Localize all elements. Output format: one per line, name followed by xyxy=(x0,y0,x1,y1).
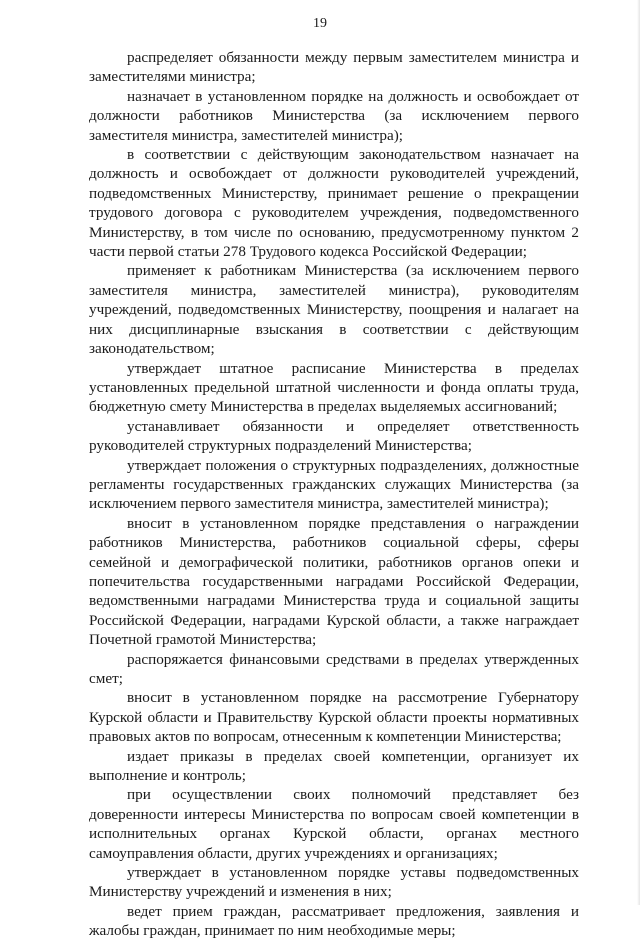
paragraph: утверждает положения о структурных подразделениях, должностные регламенты государственных гражданских служащих Министерства (за исключением первого заместителя министра, заместителей министра); xyxy=(89,456,579,513)
page-number: 19 xyxy=(313,16,327,31)
paragraph: при осуществлении своих полномочий представляет без доверенности интересы Министерства по вопросам своей компетенции в исполнительных органах Курской области, органах местного самоуправления области, других учреждениях и организациях; xyxy=(89,786,579,862)
paragraph: вносит в установленном порядке представления о награждении работников Министерства, работников социальной сферы, сферы семейной и демографической политики, работников органов опеки и попечительства государственными наградами Российской Федерации, ведомственными наградами Министерства труда и социальной защиты Российской Федерации, наградами Курской области, а также награждает Почетной грамотой Министерства; xyxy=(89,514,579,649)
paragraph: распределяет обязанности между первым заместителем министра и заместителями министра; xyxy=(89,49,579,86)
paragraph: устанавливает обязанности и определяет ответственность руководителей структурных подразделений Министерства; xyxy=(89,417,579,455)
paragraph: распоряжается финансовыми средствами в пределах утвержденных смет; xyxy=(89,650,579,687)
paragraph: издает приказы в пределах своей компетенции, организует их выполнение и контроль; xyxy=(89,747,579,785)
document-body xyxy=(89,48,579,941)
paragraph: ведет прием граждан, рассматривает предложения, заявления и жалобы граждан, принимает по ним необходимые меры; xyxy=(89,902,579,940)
paragraph: вносит в установленном порядке на рассмотрение Губернатору Курской области и Правительству Курской области проекты нормативных правовых актов по вопросам, отнесенным к компетенции Министерства; xyxy=(89,689,579,746)
paragraph: утверждает в установленном порядке уставы подведомственных Министерству учреждений и изменения в них; xyxy=(89,864,579,901)
paragraph: в соответствии с действующим законодательством назначает на должность и освобождает от должности руководителей учреждений, подведомственных Министерству, принимает решение о прекращении трудового договора с руководителем учреждения, подведомственного Министерству, в том числе по основанию, предусмотренному пунктом 2 части первой статьи 278 Трудового кодекса Российской Федерации; xyxy=(89,146,579,261)
paragraph: утверждает штатное расписание Министерства в пределах установленных предельной штатной численности и фонда оплаты труда, бюджетную смету Министерства в пределах выделяемых ассигнований; xyxy=(89,359,579,416)
paragraph: применяет к работникам Министерства (за исключением первого заместителя министра, заместителей министра), руководителям учреждений, подведомственных Министерству, поощрения и налагает на них дисциплинарные взыскания в соответствии с действующим законодательством; xyxy=(89,262,579,358)
paragraph: назначает в установленном порядке на должность и освобождает от должности работников Министерства (за исключением первого заместителя министра, заместителей министра); xyxy=(89,87,579,144)
